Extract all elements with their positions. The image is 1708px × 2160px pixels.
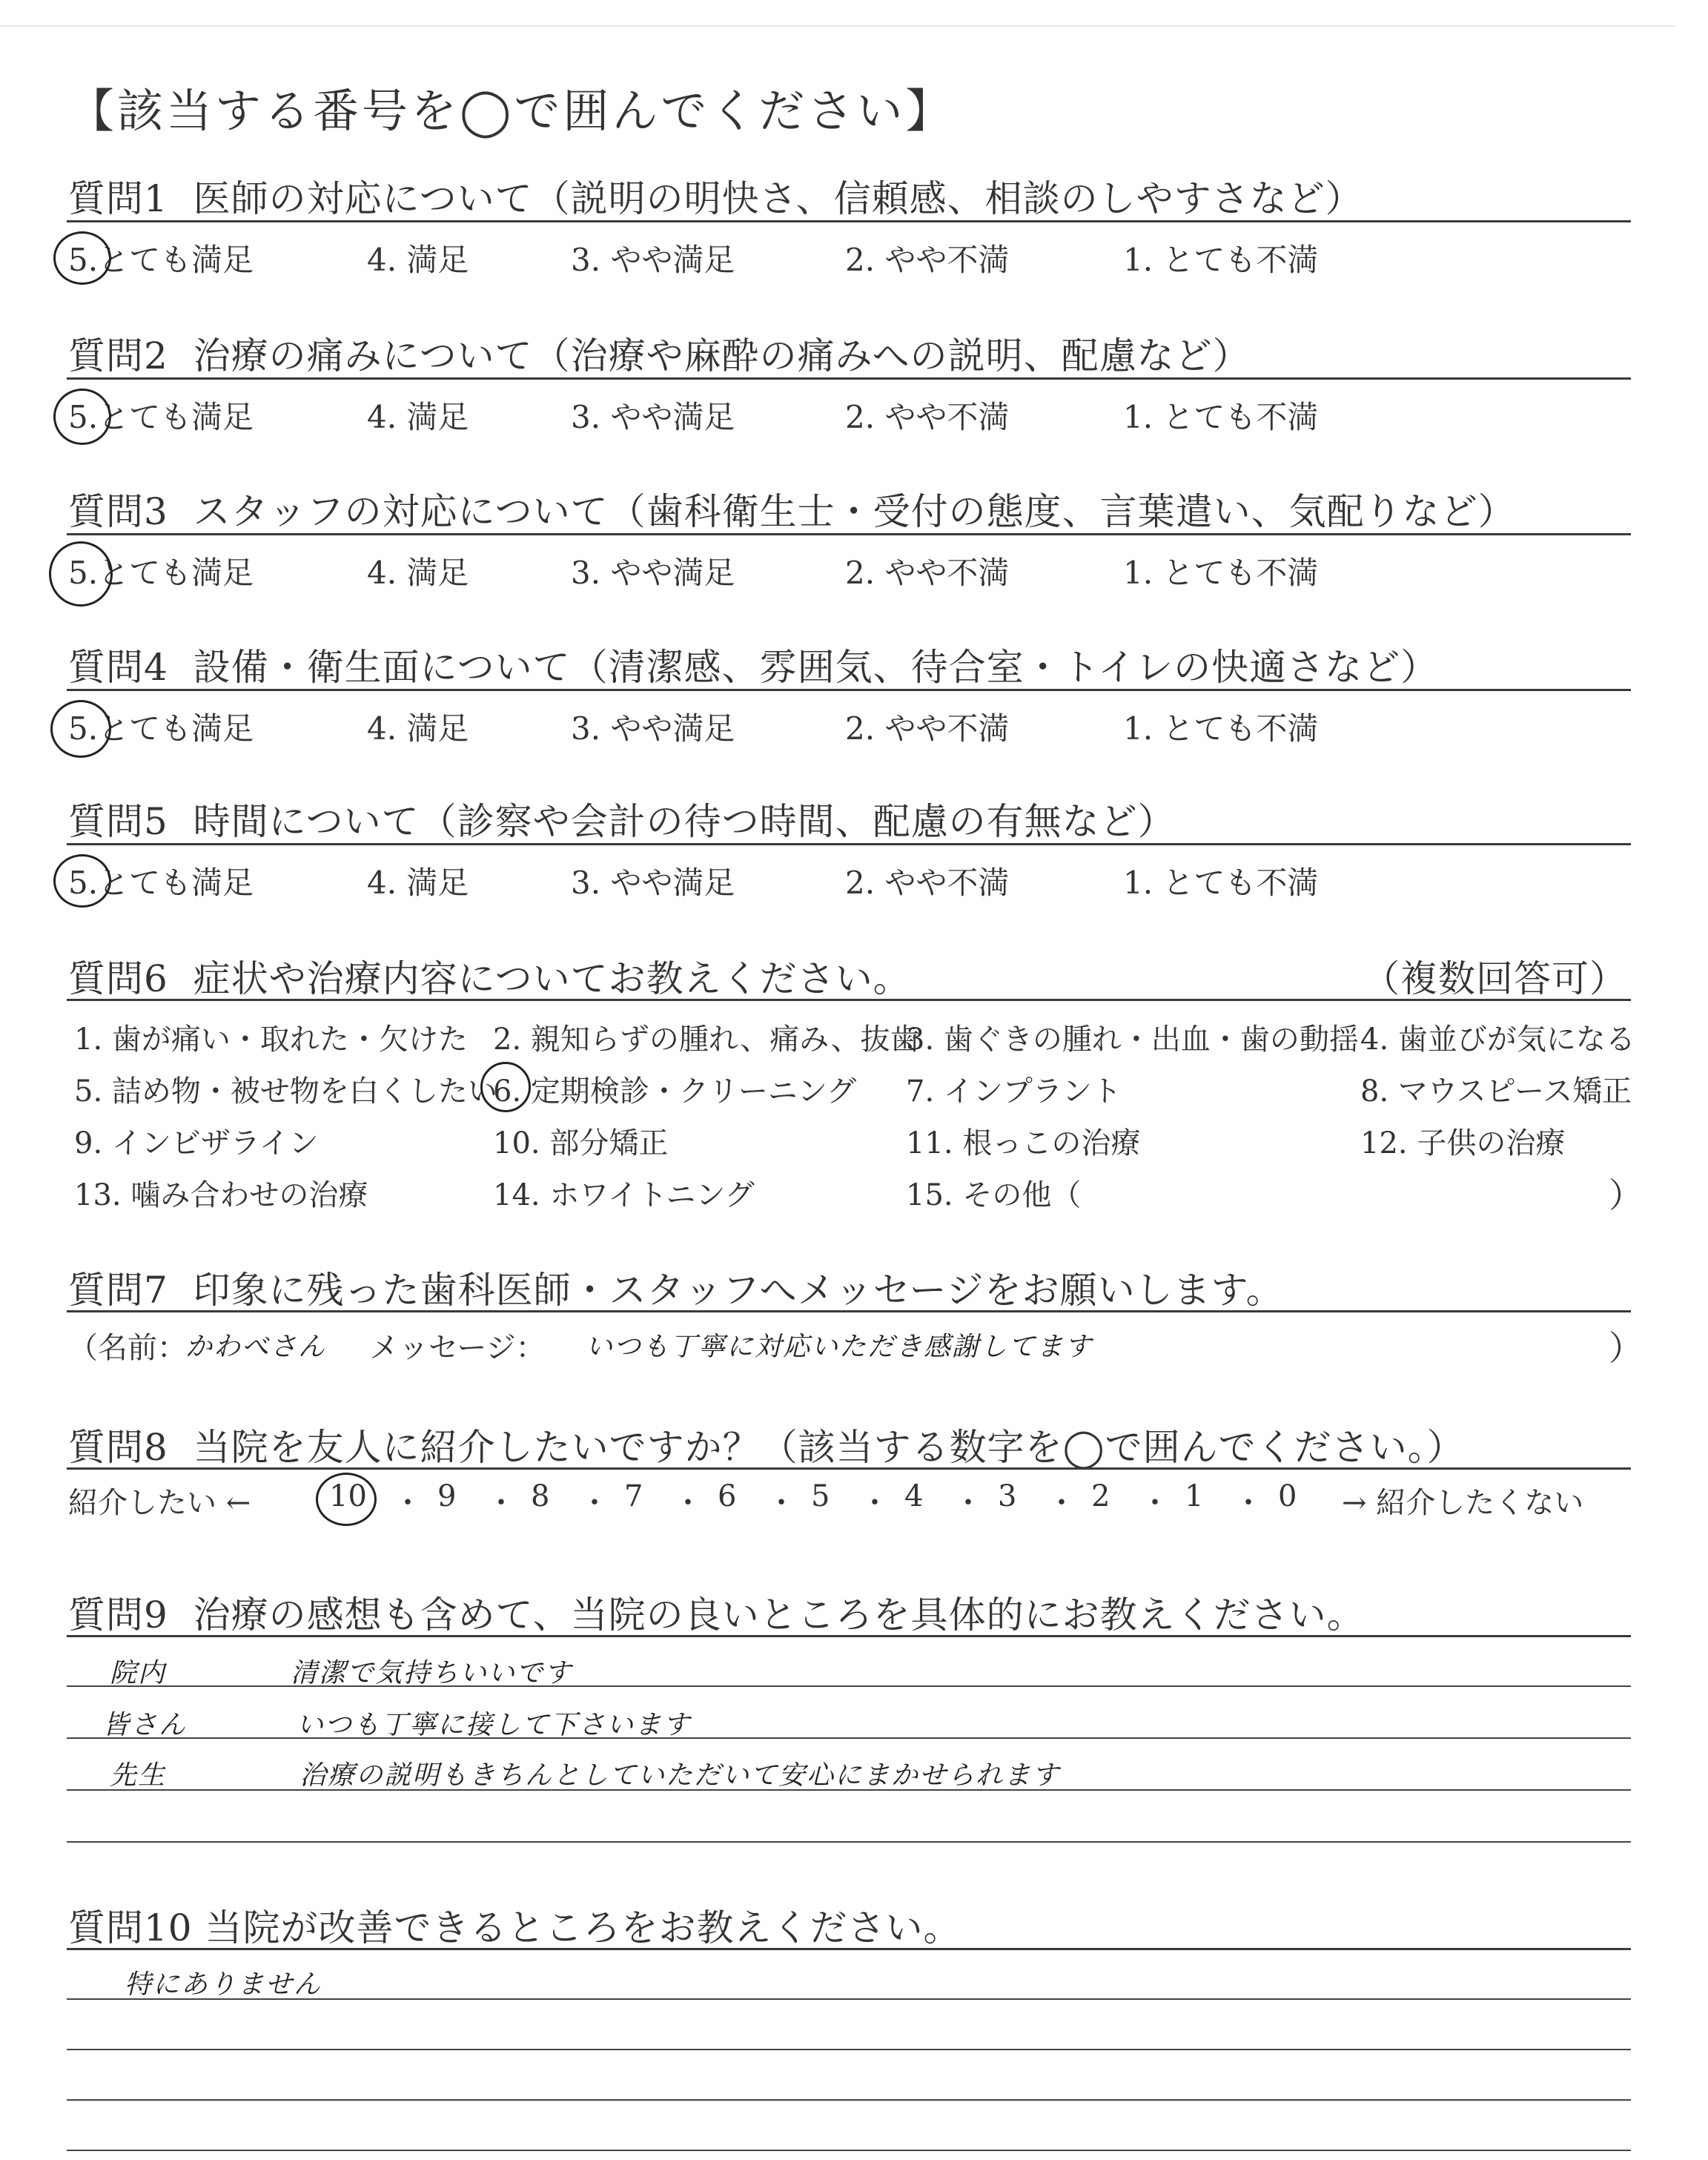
scale-separator: ・: [767, 1486, 796, 1520]
question-text: 時間について（診察や会計の待つ時間、配慮の有無など）: [193, 800, 1176, 843]
option-4[interactable]: 4. 満足: [367, 710, 469, 747]
q6-option-10[interactable]: 10. 部分矯正: [493, 1126, 669, 1160]
form-title: 【該当する番号を◯で囲んでください】: [68, 84, 955, 138]
scale-5[interactable]: 5: [811, 1479, 830, 1513]
question-text: 設備・衛生面について（清潔感、雰囲気、待合室・トイレの快適さなど）: [193, 646, 1439, 689]
q6-option-3[interactable]: 3. 歯ぐきの腫れ・出血・歯の動揺: [906, 1023, 1359, 1057]
option-2[interactable]: 2. やや不満: [845, 710, 1010, 747]
question-label: 質問2: [68, 334, 168, 377]
scale-2[interactable]: 2: [1091, 1479, 1110, 1513]
option-4[interactable]: 4. 満足: [367, 865, 469, 901]
selection-circle: [50, 700, 111, 758]
question-label: 質問5: [68, 800, 168, 843]
multiple-answer-note: （複数回答可）: [1363, 957, 1627, 1000]
selection-circle: [480, 1062, 531, 1112]
option-1[interactable]: 1. とても不満: [1123, 242, 1319, 278]
answer-key: 皆さん: [102, 1710, 188, 1740]
divider: [67, 1310, 1631, 1312]
q6-option-12[interactable]: 12. 子供の治療: [1360, 1126, 1566, 1160]
scale-10[interactable]: 10: [329, 1479, 367, 1513]
question-label: 質問1: [68, 177, 168, 220]
question-label: 質問9: [68, 1593, 168, 1636]
divider: [67, 377, 1631, 380]
divider: [67, 843, 1631, 845]
scale-separator: ・: [1047, 1486, 1076, 1520]
question-label: 質問3: [68, 490, 168, 533]
scale-separator: ・: [953, 1486, 983, 1520]
scale-1[interactable]: 1: [1185, 1479, 1204, 1513]
q6-option-13[interactable]: 13. 噛み合わせの治療: [74, 1178, 368, 1212]
answer-line: [67, 1789, 1631, 1791]
option-3[interactable]: 3. やや満足: [571, 555, 735, 591]
selection-circle: [53, 231, 111, 285]
q6-option-6[interactable]: 6. 定期検診・クリーニング: [493, 1074, 857, 1109]
question-text: 当院が改善できるところをお教えください。: [205, 1906, 961, 1949]
answer-line: [67, 1685, 1631, 1687]
option-5[interactable]: 5.とても満足: [68, 710, 254, 747]
answer-text[interactable]: いつも丁寧に接して下さいます: [297, 1710, 692, 1740]
option-3[interactable]: 3. やや満足: [571, 242, 735, 278]
question-text: 当院を友人に紹介したいですか？（該当する数字を◯で囲んでください。）: [193, 1426, 1465, 1469]
scale-separator: ・: [1140, 1486, 1170, 1520]
question-label: 質問7: [68, 1269, 168, 1312]
scale-6[interactable]: 6: [718, 1479, 737, 1513]
answer-line: [67, 2049, 1631, 2050]
scale-9[interactable]: 9: [437, 1479, 457, 1513]
q6-option-14[interactable]: 14. ホワイトニング: [493, 1178, 755, 1212]
message-field[interactable]: いつも丁寧に対応いただき感謝してます: [586, 1332, 1093, 1362]
q7-close-paren: ）: [1609, 1328, 1643, 1368]
divider: [67, 533, 1631, 535]
scale-0[interactable]: 0: [1278, 1479, 1297, 1513]
q6-option-4[interactable]: 4. 歯並びが気になる: [1360, 1023, 1635, 1057]
selection-circle: [53, 854, 111, 908]
question-text: 症状や治療内容についてお教えください。: [193, 957, 911, 1000]
answer-line: [67, 2150, 1631, 2151]
option-1[interactable]: 1. とても不満: [1123, 710, 1319, 747]
scale-separator: ・: [393, 1486, 423, 1520]
option-4[interactable]: 4. 満足: [367, 555, 469, 591]
scale-separator: ・: [860, 1486, 890, 1520]
option-5[interactable]: 5.とても満足: [68, 399, 254, 435]
q6-option-7[interactable]: 7. インプラント: [906, 1074, 1122, 1109]
option-2[interactable]: 2. やや不満: [845, 555, 1010, 591]
scale-separator: ・: [1234, 1486, 1263, 1520]
q6-option-1[interactable]: 1. 歯が痛い・取れた・欠けた: [74, 1023, 468, 1057]
top-rule: [0, 25, 1675, 27]
question-label: 質問8: [68, 1426, 168, 1469]
question-label: 質問4: [68, 646, 168, 689]
option-2[interactable]: 2. やや不満: [845, 865, 1010, 901]
divider: [67, 999, 1631, 1001]
selection-circle: [316, 1473, 377, 1526]
question-text: 治療の痛みについて（治療や麻酔の痛みへの説明、配慮など）: [193, 334, 1251, 377]
option-1[interactable]: 1. とても不満: [1123, 399, 1319, 435]
divider: [67, 689, 1631, 691]
option-3[interactable]: 3. やや満足: [571, 399, 735, 435]
selection-circle: [49, 541, 113, 607]
scale-8[interactable]: 8: [531, 1479, 550, 1513]
scale-separator: ・: [486, 1486, 516, 1520]
answer-line: [67, 1841, 1631, 1843]
question-text: 治療の感想も含めて、当院の良いところを具体的にお教えください。: [193, 1593, 1365, 1636]
scale-7[interactable]: 7: [624, 1479, 643, 1513]
option-4[interactable]: 4. 満足: [367, 242, 469, 278]
answer-text[interactable]: 治療の説明もきちんとしていただいて安心にまかせられます: [299, 1760, 1061, 1791]
q6-option-8[interactable]: 8. マウスピース矯正: [1360, 1074, 1632, 1109]
divider: [67, 1635, 1631, 1637]
answer-line: [67, 1998, 1631, 2000]
option-1[interactable]: 1. とても不満: [1123, 865, 1319, 901]
question-label: 質問6: [68, 957, 168, 1000]
question-text: 印象に残った歯科医師・スタッフへメッセージをお願いします。: [193, 1269, 1284, 1312]
option-4[interactable]: 4. 満足: [367, 399, 469, 435]
option-5[interactable]: 5.とても満足: [68, 555, 254, 591]
option-1[interactable]: 1. とても不満: [1123, 555, 1319, 591]
q6-option-9[interactable]: 9. インビザライン: [74, 1126, 319, 1160]
q6-option-2[interactable]: 2. 親知らずの腫れ、痛み、抜歯: [493, 1023, 920, 1057]
q6-option-5[interactable]: 5. 詰め物・被せ物を白くしたい: [74, 1074, 497, 1109]
option-3[interactable]: 3. やや満足: [571, 710, 735, 747]
q6-close-paren: ）: [1609, 1175, 1643, 1215]
scale-separator: ・: [673, 1486, 703, 1520]
answer-line: [67, 2099, 1631, 2101]
option-3[interactable]: 3. やや満足: [571, 865, 735, 901]
scale-right-label: → 紹介したくない: [1342, 1486, 1584, 1520]
option-2[interactable]: 2. やや不満: [845, 242, 1010, 278]
answer-key: 院内: [110, 1658, 167, 1688]
question-text: 医師の対応について（説明の明快さ、信頼感、相談のしやすさなど）: [193, 177, 1363, 220]
divider: [67, 1467, 1631, 1470]
option-5[interactable]: 5.とても満足: [68, 242, 254, 278]
answer-key: 先生: [110, 1760, 167, 1791]
selection-circle: [53, 389, 111, 445]
option-5[interactable]: 5.とても満足: [68, 865, 254, 901]
scale-3[interactable]: 3: [998, 1479, 1017, 1513]
question-label: 質問10: [68, 1906, 193, 1949]
answer-line: [67, 1737, 1631, 1739]
q6-option-11[interactable]: 11. 根っこの治療: [906, 1126, 1141, 1160]
divider: [67, 1948, 1631, 1950]
question-text: スタッフの対応について（歯科衛生士・受付の態度、言葉遣い、気配りなど）: [193, 490, 1516, 533]
answer-text[interactable]: 清潔で気持ちいいです: [291, 1658, 573, 1688]
divider: [67, 220, 1631, 222]
name-label: （名前：: [68, 1331, 187, 1365]
q6-option-15[interactable]: 15. その他（: [906, 1178, 1082, 1212]
scale-4[interactable]: 4: [904, 1479, 924, 1513]
message-label: メッセージ：: [369, 1331, 546, 1365]
scale-left-label: 紹介したい ←: [68, 1486, 251, 1520]
scale-separator: ・: [580, 1486, 609, 1520]
option-2[interactable]: 2. やや不満: [845, 399, 1010, 435]
answer-text[interactable]: 特にありません: [125, 1969, 322, 2000]
name-field[interactable]: かわべさん: [185, 1332, 327, 1362]
